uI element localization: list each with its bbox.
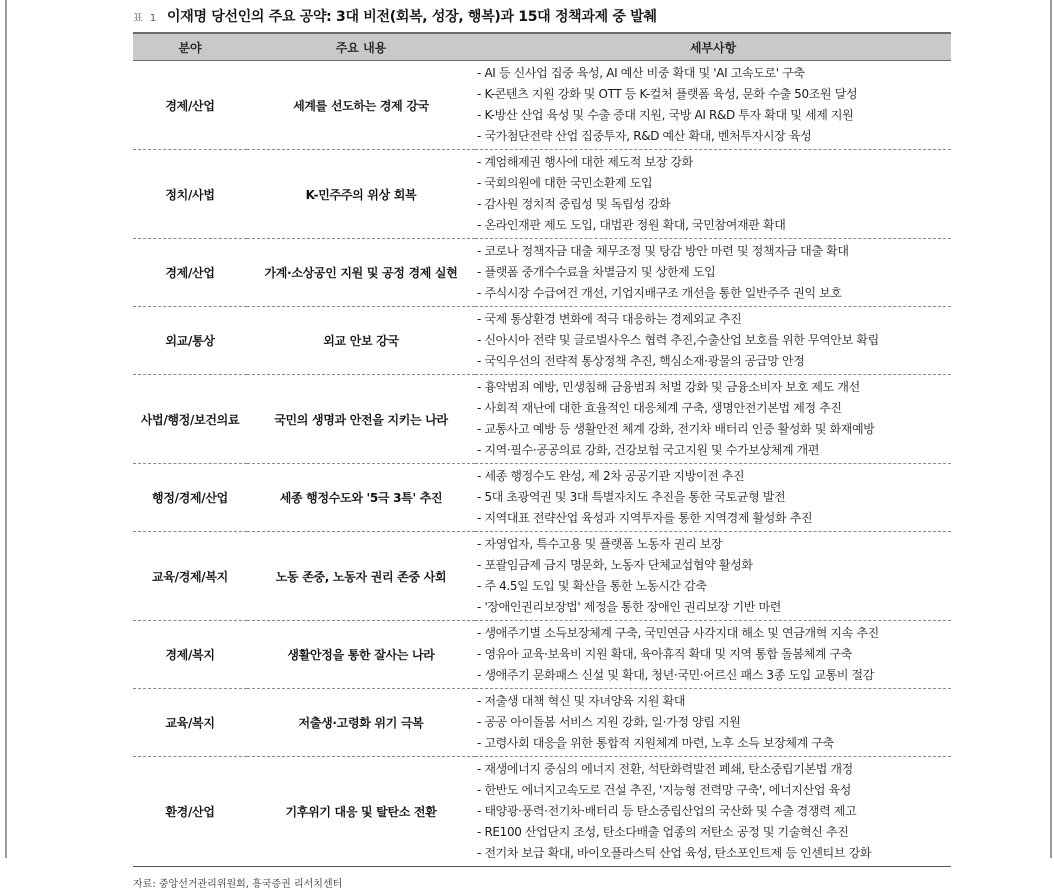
detail-item: - 지역대표 전략산업 육성과 지역투자를 통한 지역경제 활성화 추진 — [477, 511, 813, 525]
row-details — [475, 150, 951, 239]
table-header — [133, 33, 951, 61]
row-category: 정치/사법 — [133, 150, 247, 239]
table-caption — [133, 6, 951, 28]
pledge-table — [133, 32, 951, 867]
detail-item: - 흉악범죄 예방, 민생침해 금융범죄 처벌 강화 및 금융소비자 보호 제도 개선 — [477, 380, 860, 394]
row-category: 경제/산업 — [133, 239, 247, 307]
row-main-content: 국민의 생명과 안전을 지키는 나라 — [247, 375, 475, 464]
row-main-content: 저출생·고령화 위기 극복 — [247, 689, 475, 757]
document-page — [133, 6, 951, 890]
row-details — [475, 689, 951, 757]
detail-item: - 주식시장 수급여건 개선, 기업지배구조 개선을 통한 일반주주 권익 보호 — [477, 286, 842, 300]
source-note: 자료: 중앙선거관리위원회, 흥국증권 리서치센터 — [133, 879, 343, 890]
row-category: 교육/경제/복지 — [133, 532, 247, 621]
table-body — [133, 61, 951, 867]
row-category: 행정/경제/산업 — [133, 464, 247, 532]
row-main-content: 가계·소상공인 지원 및 공정 경제 실현 — [247, 239, 475, 307]
detail-item: - 사회적 재난에 대한 효율적인 대응체계 구축, 생명안전기본법 제정 추진 — [477, 401, 842, 415]
table-row — [133, 150, 951, 239]
detail-item: - 자영업자, 특수고용 및 플랫폼 노동자 권리 보장 — [477, 537, 723, 551]
detail-item: - 태양광·풍력·전기차·배터리 등 탄소중립산업의 국산화 및 수출 경쟁력 제고 — [477, 804, 857, 818]
detail-item: - 생애주기별 소득보장체계 구축, 국민연금 사각지대 해소 및 연금개혁 지속 추진 — [477, 626, 879, 640]
table-row — [133, 307, 951, 375]
detail-item: - 온라인재판 제도 도입, 대법관 정원 확대, 국민참여재판 확대 — [477, 218, 786, 232]
detail-item: - 한반도 에너지고속도로 건설 추진, '지능형 전력망 구축', 에너지산업 육성 — [477, 783, 852, 797]
row-details — [475, 757, 951, 867]
row-details — [475, 375, 951, 464]
detail-item: - 저출생 대책 혁신 및 자녀양육 지원 확대 — [477, 694, 686, 708]
table-row — [133, 757, 951, 867]
page-edge-right — [1050, 0, 1052, 858]
detail-item: - 계엄해제권 행사에 대한 제도적 보장 강화 — [477, 155, 693, 169]
detail-item: - 전기차 보급 확대, 바이오플라스틱 산업 육성, 탄소포인트제 등 인센티브 강화 — [477, 846, 872, 860]
table-row — [133, 239, 951, 307]
detail-item: - K-방산 산업 육성 및 수출 증대 지원, 국방 AI R&D 투자 확대 및 세제 지원 — [477, 108, 854, 122]
page-edge-left — [5, 0, 7, 858]
row-details — [475, 239, 951, 307]
table-row — [133, 375, 951, 464]
detail-item: - 5대 초광역권 및 3대 특별자치도 추진을 통한 국토균형 발전 — [477, 490, 786, 504]
row-category: 교육/복지 — [133, 689, 247, 757]
row-main-content: 외교 안보 강국 — [247, 307, 475, 375]
detail-item: - 국회의원에 대한 국민소환제 도입 — [477, 176, 653, 190]
detail-item: - 세종 행정수도 완성, 제 2차 공공기관 지방이전 추진 — [477, 469, 745, 483]
table-row — [133, 621, 951, 689]
detail-item: - 감사원 정치적 중립성 및 독립성 강화 — [477, 197, 671, 211]
row-category: 경제/산업 — [133, 61, 247, 150]
row-details — [475, 307, 951, 375]
table-title: 이재명 당선인의 주요 공약: 3대 비전(회복, 성장, 행복)과 15대 정책과제 중 발췌 — [167, 9, 657, 25]
detail-item: - 국가첨단전략 산업 집중투자, R&D 예산 확대, 벤처투자시장 육성 — [477, 129, 812, 143]
table-number: 표 1 — [133, 13, 159, 24]
detail-item: - RE100 산업단지 조성, 탄소다배출 업종의 저탄소 공정 및 기술혁신 추진 — [477, 825, 849, 839]
detail-item: - 주 4.5일 도입 및 확산을 통한 노동시간 감축 — [477, 579, 707, 593]
header-category: 분야 — [133, 33, 247, 61]
row-main-content: 생활안정을 통한 잘사는 나라 — [247, 621, 475, 689]
table-row — [133, 61, 951, 150]
row-main-content: 기후위기 대응 및 탈탄소 전환 — [247, 757, 475, 867]
table-row — [133, 689, 951, 757]
table-row — [133, 532, 951, 621]
row-category: 경제/복지 — [133, 621, 247, 689]
row-details — [475, 532, 951, 621]
header-main: 주요 내용 — [247, 33, 475, 61]
row-main-content: 세종 행정수도와 '5극 3특' 추진 — [247, 464, 475, 532]
detail-item: - 플랫폼 중개수수료율 차별금지 및 상한제 도입 — [477, 265, 716, 279]
detail-item: - AI 등 신사업 집중 육성, AI 예산 비중 확대 및 'AI 고속도로' 구축 — [477, 66, 805, 80]
detail-item: - 공공 아이돌봄 서비스 지원 강화, 일·가정 양립 지원 — [477, 715, 741, 729]
detail-item: - 고령사회 대응을 위한 통합적 지원체계 마련, 노후 소득 보장체계 구축 — [477, 736, 834, 750]
detail-item: - 국익우선의 전략적 통상정책 추진, 핵심소재·광물의 공급망 안정 — [477, 354, 805, 368]
detail-item: - 생애주기 문화패스 신설 및 확대, 청년·국민·어르신 패스 3종 도입 교통비 절감 — [477, 668, 875, 682]
detail-item: - 포괄임금제 금지 명문화, 노동자 단체교섭협약 활성화 — [477, 558, 753, 572]
detail-item: - 지역·필수·공공의료 강화, 건강보험 국고지원 및 수가보상체계 개편 — [477, 443, 820, 457]
detail-item: - 영유아 교육·보육비 지원 확대, 육아휴직 확대 및 지역 통합 돌봄체계 구축 — [477, 647, 853, 661]
row-main-content: K-민주주의 위상 회복 — [247, 150, 475, 239]
detail-item: - '장애인권리보장법' 제정을 통한 장애인 권리보장 기반 마련 — [477, 600, 781, 614]
detail-item: - K-콘텐츠 지원 강화 및 OTT 등 K-컬처 플랫폼 육성, 문화 수출 50조원 달성 — [477, 87, 858, 101]
detail-item: - 신아시아 전략 및 글로벌사우스 협력 추진,수출산업 보호를 위한 무역안보 확립 — [477, 333, 879, 347]
row-details — [475, 61, 951, 150]
row-main-content: 노동 존중, 노동자 권리 존중 사회 — [247, 532, 475, 621]
detail-item: - 코로나 정책자금 대출 채무조정 및 탕감 방안 마련 및 정책자금 대출 확대 — [477, 244, 849, 258]
row-category: 사법/행정/보건의료 — [133, 375, 247, 464]
row-details — [475, 621, 951, 689]
detail-item: - 재생에너지 중심의 에너지 전환, 석탄화력발전 폐쇄, 탄소중립기본법 개정 — [477, 762, 853, 776]
row-details — [475, 464, 951, 532]
detail-item: - 국제 통상환경 변화에 적극 대응하는 경제외교 추진 — [477, 312, 742, 326]
row-category: 외교/통상 — [133, 307, 247, 375]
table-row — [133, 464, 951, 532]
detail-item: - 교통사고 예방 등 생활안전 체계 강화, 전기차 배터리 인증 활성화 및 화재예방 — [477, 422, 875, 436]
header-details: 세부사항 — [475, 33, 951, 61]
row-category: 환경/산업 — [133, 757, 247, 867]
row-main-content: 세계를 선도하는 경제 강국 — [247, 61, 475, 150]
